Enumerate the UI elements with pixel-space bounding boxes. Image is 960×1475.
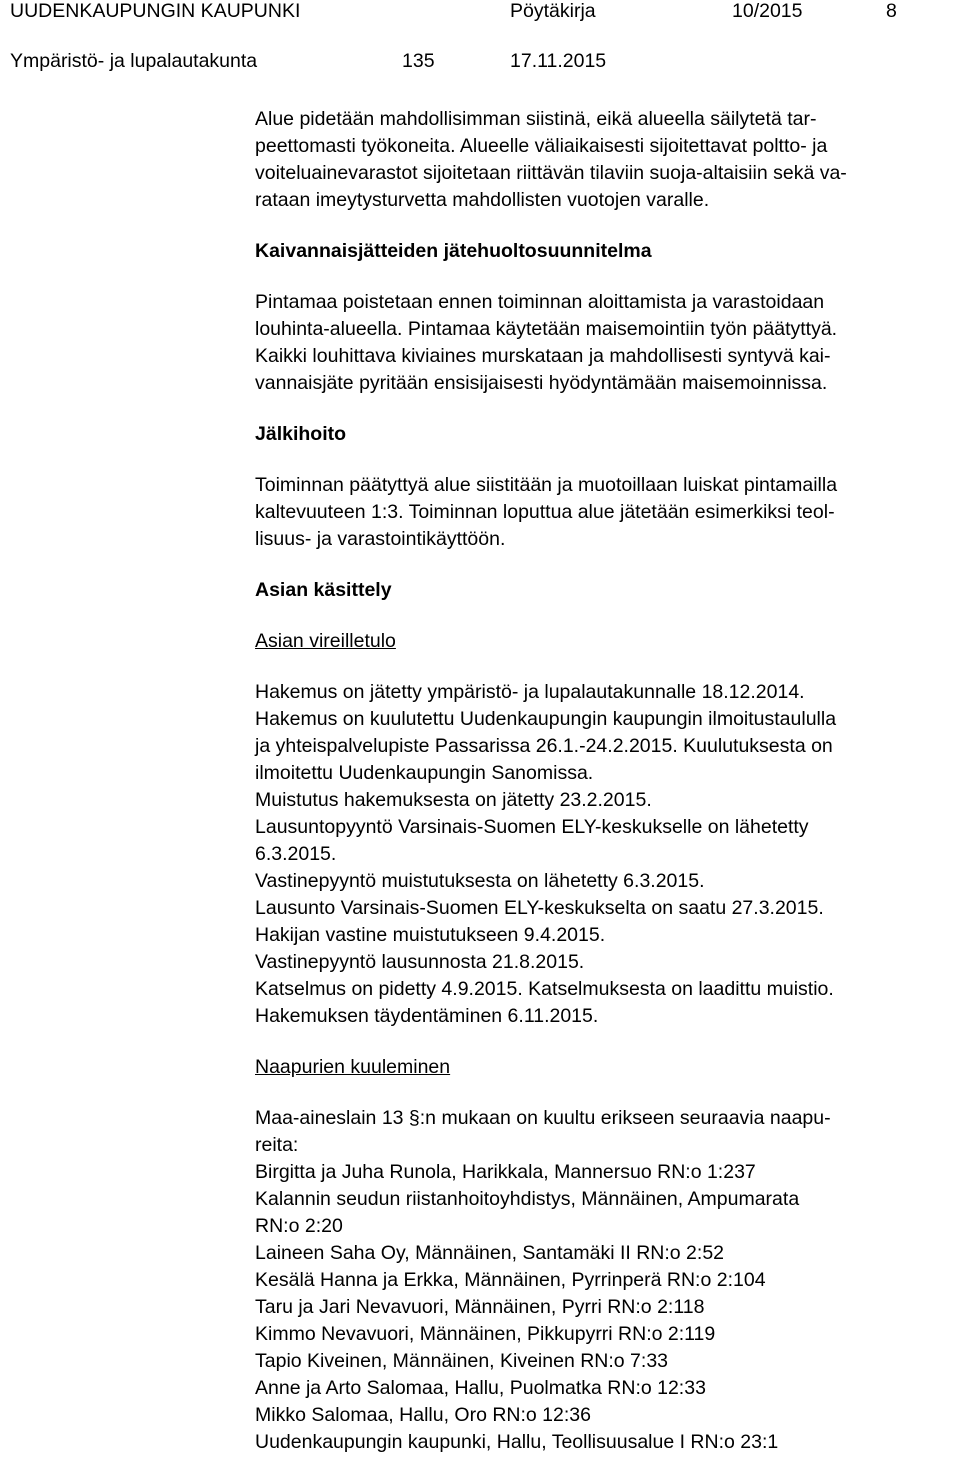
text-line: RN:o 2:20 (255, 1215, 343, 1237)
text-line: lisuus- ja varastointikäyttöön. (255, 528, 506, 550)
document-body (255, 106, 950, 1456)
page-number: 8 (886, 0, 897, 22)
intro-paragraph (255, 106, 950, 214)
text-line: Katselmus on pidetty 4.9.2015. Katselmuksesta on laadittu muistio. (255, 978, 834, 1000)
text-line: Vastinepyyntö lausunnosta 21.8.2015. (255, 951, 585, 973)
text-line: Pintamaa poistetaan ennen toiminnan aloittamista ja varastoidaan (255, 291, 825, 313)
text-line: louhinta-alueella. Pintamaa käytetään maisemointiin työn päätyttyä. (255, 318, 838, 340)
aftercare-paragraph (255, 472, 950, 553)
initiation-paragraph (255, 679, 950, 1030)
text-line: Vastinepyyntö muistutuksesta on lähetetty 6.3.2015. (255, 870, 705, 892)
text-line: 6.3.2015. (255, 843, 337, 865)
text-line: rataan imeytysturvetta mahdollisten vuotojen varalle. (255, 189, 710, 211)
text-line: Toiminnan päätyttyä alue siistitään ja muotoillaan luiskat pintamailla (255, 474, 838, 496)
text-line: Hakijan vastine muistutukseen 9.4.2015. (255, 924, 606, 946)
text-line: voiteluainevarastot sijoitetaan riittävän tilaviin suoja-altaisiin sekä va- (255, 162, 847, 184)
text-line: Hakemuksen täydentäminen 6.11.2015. (255, 1005, 599, 1027)
section-number: 135 (402, 50, 435, 72)
text-line: Alue pidetään mahdollisimman siistinä, eikä alueella säilytetä tar- (255, 108, 817, 130)
waste-plan-heading: Kaivannaisjätteiden jätehuoltosuunnitelma (255, 240, 652, 262)
text-line: Anne ja Arto Salomaa, Hallu, Puolmatka RN:o 12:33 (255, 1377, 706, 1399)
text-line: kaltevuuteen 1:3. Toiminnan loputtua alue jätetään esimerkiksi teol- (255, 501, 835, 523)
text-line: Kesälä Hanna ja Erkka, Männäinen, Pyrrinperä RN:o 2:104 (255, 1269, 766, 1291)
text-line: Tapio Kiveinen, Männäinen, Kiveinen RN:o 7:33 (255, 1350, 669, 1372)
meeting-date: 17.11.2015 (510, 50, 607, 72)
text-line: Lausunto Varsinais-Suomen ELY-keskukselta on saatu 27.3.2015. (255, 897, 824, 919)
text-line: Taru ja Jari Nevavuori, Männäinen, Pyrri RN:o 2:118 (255, 1296, 705, 1318)
organization-name: UUDENKAUPUNGIN KAUPUNKI (10, 0, 301, 22)
text-line: Lausuntopyyntö Varsinais-Suomen ELY-keskukselle on lähetetty (255, 816, 809, 838)
text-line: peettomasti työkoneita. Alueelle väliaikaisesti sijoitettavat poltto- ja (255, 135, 828, 157)
text-line: ja yhteispalvelupiste Passarissa 26.1.-24.2.2015. Kuulutuksesta on (255, 735, 833, 757)
neighbours-heading: Naapurien kuuleminen (255, 1056, 451, 1078)
text-line: Mikko Salomaa, Hallu, Oro RN:o 12:36 (255, 1404, 591, 1426)
text-line: vannaisjäte pyritään ensisijaisesti hyödyntämään maisemoinnissa. (255, 372, 828, 394)
text-line: ilmoitettu Uudenkaupungin Sanomissa. (255, 762, 594, 784)
text-line: reita: (255, 1134, 299, 1156)
waste-plan-paragraph (255, 289, 950, 397)
text-line: Kalannin seudun riistanhoitoyhdistys, Männäinen, Ampumarata (255, 1188, 800, 1210)
text-line: Maa-aineslain 13 §:n mukaan on kuultu erikseen seuraavia naapu- (255, 1107, 831, 1129)
initiation-heading: Asian vireilletulo (255, 630, 396, 652)
text-line: Birgitta ja Juha Runola, Harikkala, Mannersuo RN:o 1:237 (255, 1161, 756, 1183)
processing-heading: Asian käsittely (255, 579, 392, 601)
document-number: 10/2015 (732, 0, 803, 22)
text-line: Muistutus hakemuksesta on jätetty 23.2.2015. (255, 789, 652, 811)
text-line: Uudenkaupungin kaupunki, Hallu, Teollisuusalue I RN:o 23:1 (255, 1431, 779, 1453)
text-line: Hakemus on jätetty ympäristö- ja lupalautakunnalle 18.12.2014. (255, 681, 805, 703)
neighbours-paragraph (255, 1105, 950, 1456)
aftercare-heading: Jälkihoito (255, 423, 347, 445)
text-line: Kaikki louhittava kiviaines murskataan ja mahdollisesti syntyvä kai- (255, 345, 831, 367)
committee-name: Ympäristö- ja lupalautakunta (10, 50, 258, 72)
document-type: Pöytäkirja (510, 0, 596, 22)
text-line: Hakemus on kuulutettu Uudenkaupungin kaupungin ilmoitustaululla (255, 708, 837, 730)
text-line: Kimmo Nevavuori, Männäinen, Pikkupyrri RN:o 2:119 (255, 1323, 716, 1345)
text-line: Laineen Saha Oy, Männäinen, Santamäki II RN:o 2:52 (255, 1242, 725, 1264)
